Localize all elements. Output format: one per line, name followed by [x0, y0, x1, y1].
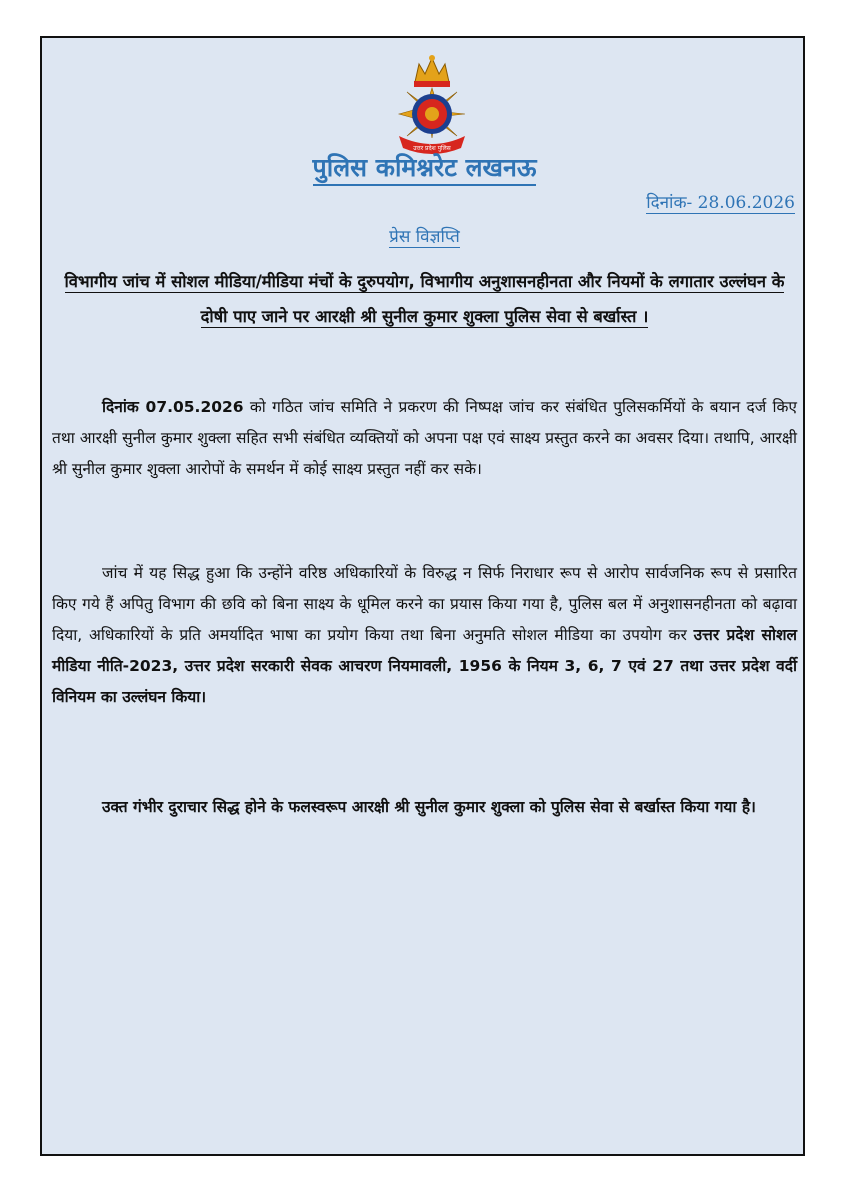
paragraph-1-text: को गठित जांच समिति ने प्रकरण की निष्पक्ष जांच कर संबंधित पुलिसकर्मियों के बयान दर्ज किए तथा आरक्षी सुनील कुमार शुक्ला सहित सभी संबंधित व्यक्तियों को अपना पक्ष एवं साक्ष्य प्रस्तुत करने का अवसर दिया। तथापि, आरक्षी श्री सुनील कुमार शुक्ला आरोपों के समर्थन में कोई साक्ष्य प्रस्तुत नहीं कर सके।	[52, 398, 798, 478]
paragraph-2-rules: उत्तर प्रदेश सोशल मीडिया नीति-2023, उत्तर प्रदेश सरकारी सेवक आचरण नियमावली, 1956 के नियम 3, 6, 7 एवं 27 तथा उत्तर प्रदेश वर्दी विनियम का उल्लंघन किया।	[52, 626, 798, 706]
emblem-text: उत्तर प्रदेश पुलिस	[413, 145, 451, 152]
release-date	[646, 190, 795, 213]
headline	[52, 264, 797, 334]
org-title	[42, 150, 807, 184]
paragraph-3-text: उक्त गंभीर दुराचार सिद्ध होने के फलस्वरूप आरक्षी श्री सुनील कुमार शुक्ला को पुलिस सेवा से बर्खास्त किया गया है।	[102, 798, 756, 816]
press-release-heading-text: प्रेस विज्ञप्ति	[389, 227, 460, 247]
release-date-text: दिनांक- 28.06.2026	[646, 193, 795, 213]
paragraph-3	[52, 792, 797, 823]
headline-text: विभागीय जांच में सोशल मीडिया/मीडिया मंचों के दुरुपयोग, विभागीय अनुशासनहीनता और नियमों के लगातार उल्लंघन के दोषी पाए जाने पर आरक्षी श्री सुनील कुमार शुक्ला पुलिस सेवा से बर्खास्त ।	[64, 272, 785, 326]
paragraph-2	[52, 558, 797, 713]
up-police-emblem-icon	[387, 52, 477, 162]
org-title-text: पुलिस कमिश्नरेट लखनऊ	[313, 153, 537, 186]
paragraph-2-text: जांच में यह सिद्ध हुआ कि उन्होंने वरिष्ठ अधिकारियों के विरुद्ध न सिर्फ निराधार रूप से आरोप सार्वजनिक रूप से प्रसारित किए गये हैं अपितु विभाग की छवि को बिना साक्ष्य के धूमिल करने का प्रयास किया गया है, पुलिस बल में अनुशासनहीनता को बढ़ावा दिया, अधिकारियों के प्रति अमर्यादित भाषा का प्रयोग किया तथा बिना अनुमति सोशल मीडिया का उपयोग कर	[52, 564, 797, 644]
paragraph-1-date: दिनांक 07.05.2026	[102, 398, 244, 416]
paragraph-1	[52, 392, 797, 485]
press-release-page	[40, 36, 805, 1156]
press-release-heading	[42, 224, 807, 247]
